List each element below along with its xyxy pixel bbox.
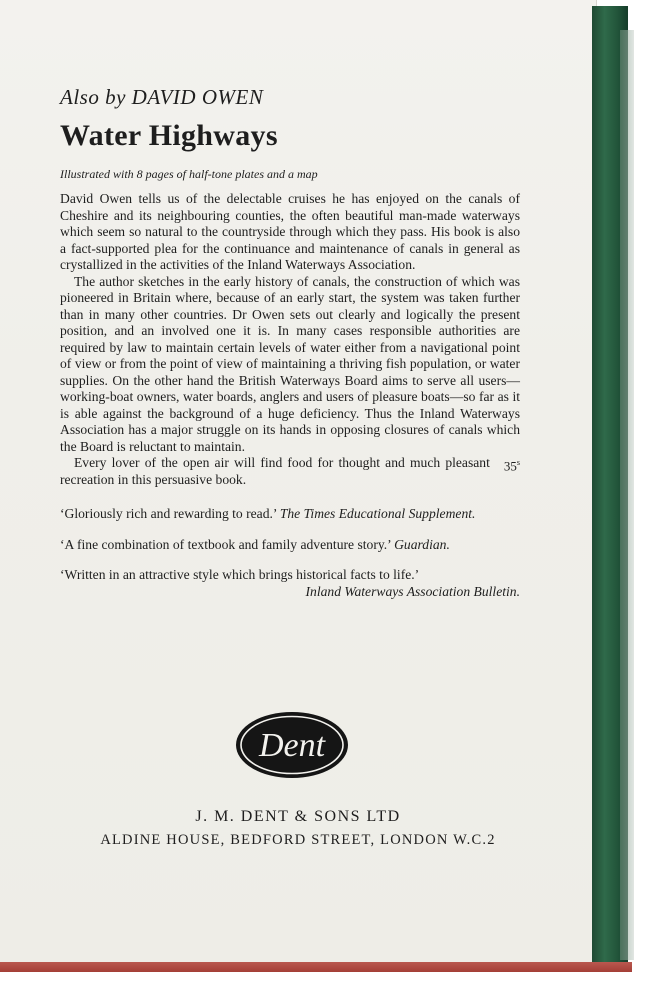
blurb-paragraph-2: The author sketches in the early history of canals, the construction of which was pioneered in Britain where, because of an early start, the system was taken further than in many other countries. Dr Owen sets out clearly and logically the present position, and an involved one it is. In many cases responsible authorities are required by law to maintain certain levels of water either from a navigational point of view or from the point of view of maintaining a thriving fish population, or water supplies. On the other hand the British Waterways Board aims to serve all users—working-boat owners, water boards, anglers and users of pleasure boats—so far as it is able against the background of a huge deficiency. Thus the Inland Waterways Association has a major struggle on its hands in opposing closures of canals which the Board is reluctant to maintain.: [60, 273, 520, 454]
quote-1-source: The Times Educational Supplement.: [279, 506, 476, 521]
publisher-name: J. M. DENT & SONS LTD: [195, 808, 401, 825]
review-quote-1: [60, 506, 520, 523]
also-by-heading: Also by DAVID OWEN: [60, 85, 264, 109]
book-title: Water Highways: [60, 119, 278, 152]
illustrated-note: Illustrated with 8 pages of half-tone plates and a map: [60, 167, 318, 181]
spine-edge: [620, 30, 634, 960]
blurb-content: [60, 84, 520, 600]
quote-2-source: Guardian.: [394, 536, 450, 552]
review-quote-3: [60, 567, 520, 584]
quote-2-text: ‘A fine combination of textbook and family adventure story.’: [60, 536, 391, 552]
blurb-paragraph-3: [60, 455, 520, 488]
dent-logo-svg: [234, 710, 350, 780]
review-quote-2: [60, 537, 520, 554]
blurb-paragraph-1: David Owen tells us of the delectable cruises he has enjoyed on the canals of Cheshire and its neighbouring counties, the often beautiful man-made waterways which seem so natural to the countryside through which they pass. His book is also a fact-supported plea for the continuance and maintenance of canals in general as crystallized in the activities of the Inland Waterways Association.: [60, 191, 520, 272]
price-unit: s: [516, 458, 520, 467]
price: [490, 455, 520, 475]
quote-3-text: ‘Written in an attractive style which brings historical facts to life.’: [60, 567, 420, 582]
quote-1-text: ‘Gloriously rich and rewarding to read.’: [60, 506, 277, 521]
bottom-edge: [0, 962, 632, 972]
price-value: 35: [503, 458, 517, 474]
quote-3-source: Inland Waterways Association Bulletin.: [305, 583, 520, 599]
dent-logo: [234, 710, 350, 780]
blurb-paragraph-3-text: Every lover of the open air will find food for thought and much pleasant recreation in this persuasive book.: [60, 455, 490, 487]
publisher-address: ALDINE HOUSE, BEDFORD STREET, LONDON W.C.2: [100, 832, 496, 848]
logo-text: Dent: [258, 727, 326, 764]
